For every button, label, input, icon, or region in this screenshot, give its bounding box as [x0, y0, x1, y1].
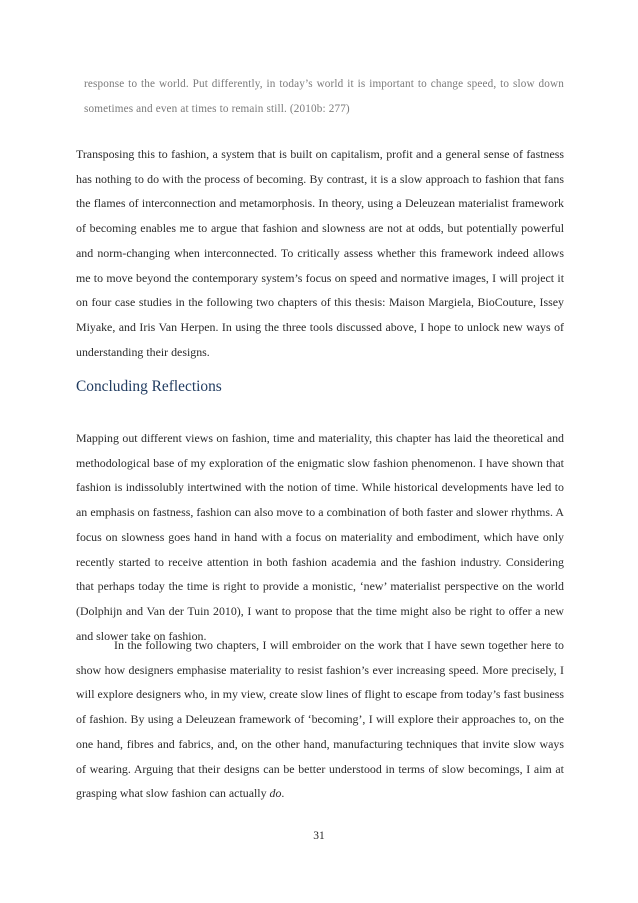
emphasis-do: do [269, 786, 282, 801]
paragraph-following-end: . [281, 786, 285, 801]
paragraph-mapping: Mapping out different views on fashion, time and materiality, this chapter has laid the theoretical and methodological base of my exploration of the enigmatic slow fashion phenomenon. I have shown that fashion is indissolubly intertwined with the notion of time. While historical developments have led to an emphasis on fastness, fashion can also move to a combination of both faster and slower rhythms. A focus on slowness goes hand in hand with a focus on materiality and embodiment, which have only recently started to receive attention in both fashion academia and the fashion industry. Considering that perhaps today the time is right to provide a monistic, ‘new’ materialist perspective on the world (Dolphijn and Van der Tuin 2010), I want to propose that the time might also be right to offer a new and slower take on fashion. [76, 431, 564, 643]
page-number: 31 [313, 830, 325, 842]
paragraph-following-text: In the following two chapters, I will embroider on the work that I have sewn together here to show how designers emphasise materiality to resist fashion’s ever increasing speed. More precisely, I will explore designers who, in my view, create slow lines of flight to escape from today’s fast business of fashion. By using a Deleuzean framework of ‘becoming’, I will explore their approaches to, on the one hand, fibres and fabrics, and, on the other hand, manufacturing techniques that invite slow ways of wearing. Arguing that their designs can be better understood in terms of slow becomings, I aim at grasping what slow fashion can actually [76, 638, 564, 801]
paragraph-transposing: Transposing this to fashion, a system that is built on capitalism, profit and a general sense of fastness has nothing to do with the process of becoming. By contrast, it is a slow approach to fashion that fans the flames of interconnection and metamorphosis. In theory, using a Deleuzean materialist framework of becoming enables me to argue that fashion and slowness are not at odds, but potentially powerful and norm-changing when interconnected. To critically assess whether this framework indeed allows me to move beyond the contemporary system’s focus on speed and normative images, I will project it on four case studies in the following two chapters of this thesis: Maison Margiela, BioCouture, Issey Miyake, and Iris Van Herpen. In using the three tools discussed above, I hope to unlock new ways of understanding their designs. [76, 147, 564, 359]
block-quote: response to the world. Put differently, in today’s world it is important to change speed, to slow down sometimes and even at times to remain still. (2010b: 277) [84, 78, 564, 115]
section-heading: Concluding Reflections [76, 378, 222, 395]
paragraph-following [76, 633, 564, 806]
